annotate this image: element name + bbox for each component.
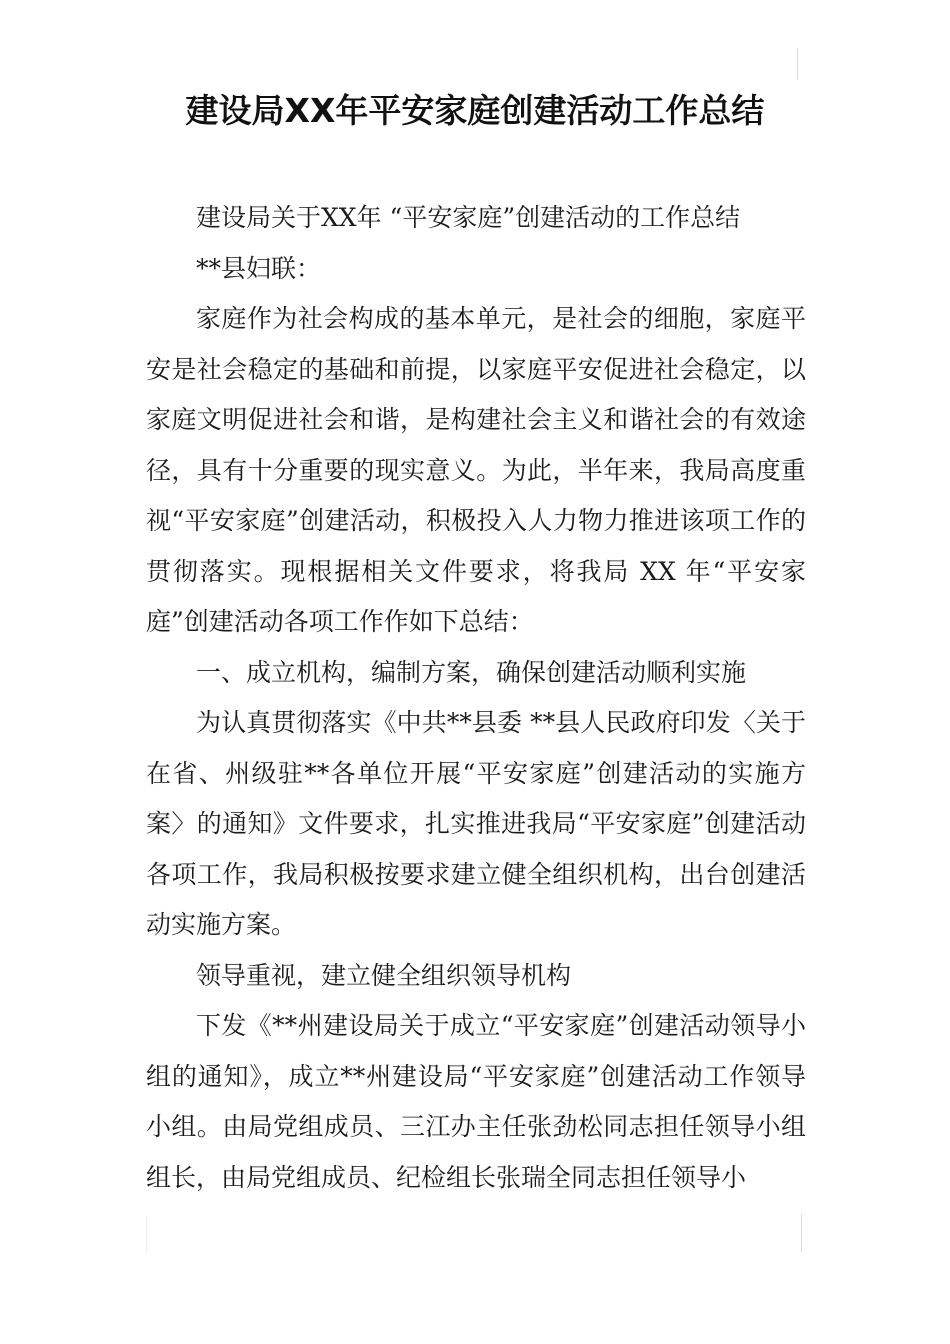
paragraph-intro: 家庭作为社会构成的基本单元，是社会的细胞，家庭平安是社会稳定的基础和前提，以家庭平安促进社会稳定，以家庭文明促进社会和谐，是构建社会主义和谐社会的有效途径，具有十分重要的现实意义。为此，半年来，我局高度重视“平安家庭”创建活动，积极投入人力物力推进该项工作的贯彻落实。现根据相关文件要求，将我局 XX 年“平安家庭”创建活动各项工作作如下总结： (146, 304, 806, 636)
document-title: 建设局XX年平安家庭创建活动工作总结 (185, 91, 765, 130)
subheading-leadership: 领导重视，建立健全组织领导机构 (196, 960, 572, 990)
document-body (146, 193, 806, 1203)
paragraph-leadership: 下发《**州建设局关于成立“平安家庭”创建活动领导小组的通知》，成立**州建设局“平安家庭”创建活动工作领导小组。由局党组成员、三江办主任张劲松同志担任领导小组组长，由局党组成员、纪检组长张瑞全同志担任领导小 (146, 1011, 806, 1192)
paragraph-subtitle: 建设局关于XX年 “平安家庭”创建活动的工作总结 (196, 203, 741, 232)
paragraph-section-1: 为认真贯彻落实《中共**县委 **县人民政府印发〈关于在省、州级驻**各单位开展“平安家庭”创建活动的实施方案〉的通知》文件要求，扎实推进我局“平安家庭”创建活动各项工作，我局积极按要求建立健全组织机构，出台创建活动实施方案。 (146, 708, 806, 939)
crop-mark-bottom-right (801, 1214, 802, 1252)
crop-mark-bottom-left (146, 1216, 147, 1252)
section-heading-1: 一、成立机构，编制方案，确保创建活动顺利实施 (196, 657, 747, 687)
crop-mark-top-right (797, 48, 798, 80)
paragraph-addressee: **县妇联： (196, 253, 322, 283)
